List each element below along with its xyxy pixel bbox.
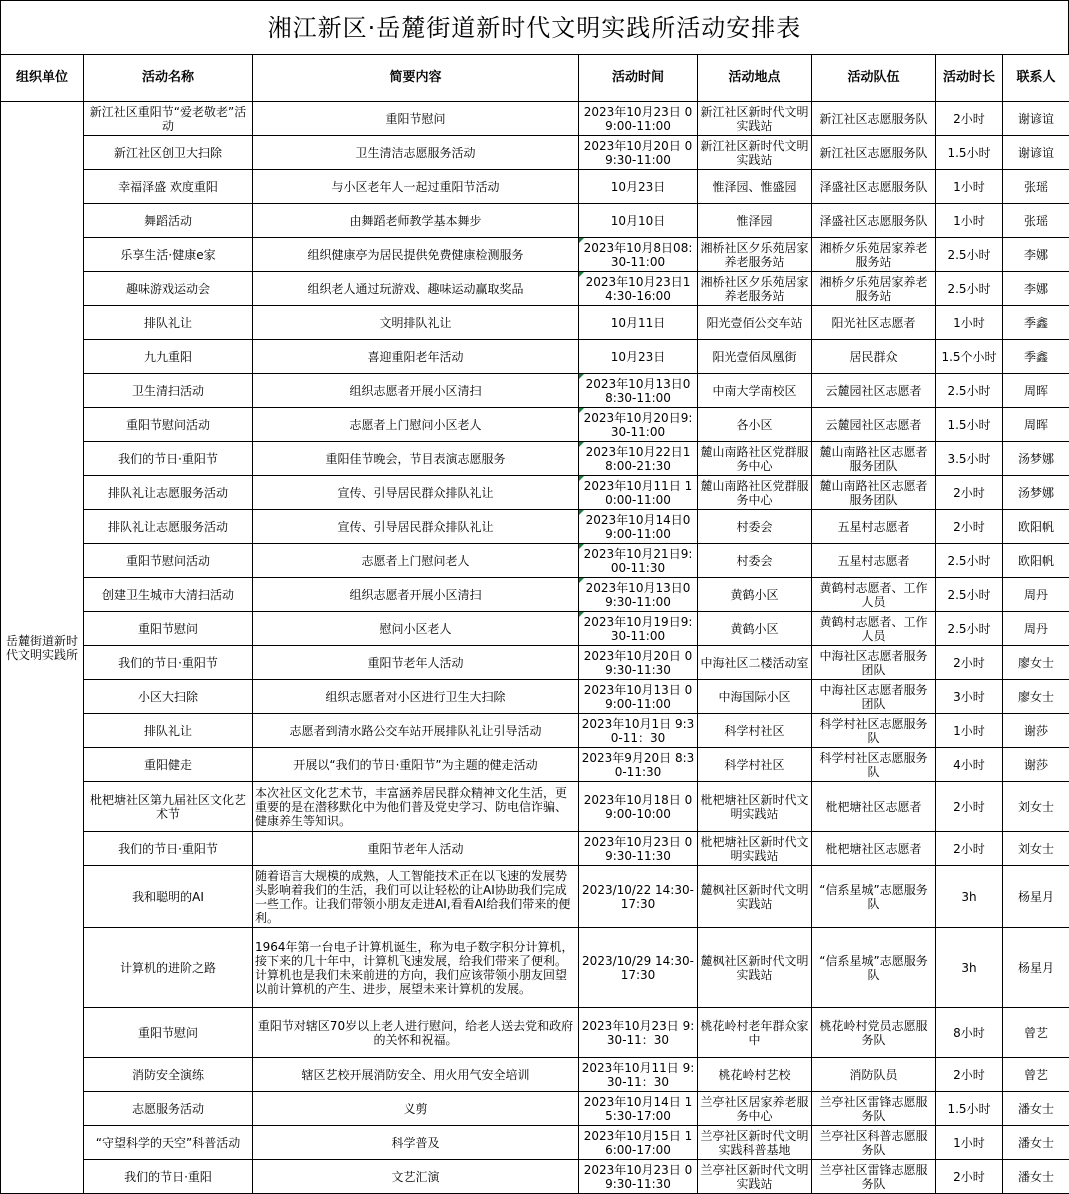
header-time: 活动时间 — [579, 55, 698, 102]
activity-time-cell: 10月23日 — [579, 340, 698, 374]
activity-duration-cell: 2小时 — [936, 510, 1003, 544]
activity-content-cell: 组织志愿者开展小区清扫 — [253, 374, 579, 408]
activity-name-cell: 我和聪明的AI — [84, 866, 253, 928]
activity-name-cell: 我们的节日·重阳节 — [84, 832, 253, 866]
activity-duration-cell: 2小时 — [936, 1058, 1003, 1092]
table-row — [1, 748, 1069, 782]
activity-contact-cell: 曾艺 — [1003, 1058, 1069, 1092]
activity-contact-cell: 刘女士 — [1003, 782, 1069, 832]
activity-contact-cell: 季鑫 — [1003, 306, 1069, 340]
activity-place-cell: 科学村社区 — [698, 748, 812, 782]
activity-place-cell: 兰亭社区居家养老服务中心 — [698, 1092, 812, 1126]
table-row — [1, 1008, 1069, 1058]
activity-duration-cell: 3.5小时 — [936, 442, 1003, 476]
table-row — [1, 170, 1069, 204]
activity-content-cell: 组织老人通过玩游戏、趣味运动赢取奖品 — [253, 272, 579, 306]
activity-time-cell: 2023年10月1日 9:30-11：30 — [579, 714, 698, 748]
table-row — [1, 1058, 1069, 1092]
activity-contact-cell: 潘女士 — [1003, 1126, 1069, 1160]
activity-name-cell: 重阳节慰问 — [84, 1008, 253, 1058]
activity-duration-cell: 2.5小时 — [936, 544, 1003, 578]
activity-time-cell: 2023年10月13日08:30-11:00 — [579, 374, 698, 408]
activity-team-cell: 科学村社区志愿服务队 — [812, 714, 936, 748]
activity-team-cell: 云麓园社区志愿者 — [812, 408, 936, 442]
activity-contact-cell: 张瑶 — [1003, 204, 1069, 238]
activity-content-cell: 宣传、引导居民群众排队礼让 — [253, 510, 579, 544]
activity-content-cell: 本次社区文化艺术节，丰富涵养居民群众精神文化生活，更重要的是在潜移默化中为他们普及党史学习、防电信诈骗、健康养生等知识。 — [253, 782, 579, 832]
table-row — [1, 306, 1069, 340]
activity-team-cell: 五星村志愿者 — [812, 544, 936, 578]
activity-content-cell: 重阳节老年人活动 — [253, 832, 579, 866]
activity-time-cell: 2023年10月22日18:00-21:30 — [579, 442, 698, 476]
table-row — [1, 476, 1069, 510]
activity-time-cell: 2023年10月8日08:30-11:00 — [579, 238, 698, 272]
activity-duration-cell: 2.5小时 — [936, 374, 1003, 408]
activity-team-cell: 五星村志愿者 — [812, 510, 936, 544]
activity-contact-cell: 周晖 — [1003, 374, 1069, 408]
activity-contact-cell: 周丹 — [1003, 612, 1069, 646]
activity-content-cell: 由舞蹈老师教学基本舞步 — [253, 204, 579, 238]
activity-time-cell: 2023/10/22 14:30-17:30 — [579, 866, 698, 928]
activity-duration-cell: 1小时 — [936, 170, 1003, 204]
activity-name-cell: 排队礼让志愿服务活动 — [84, 510, 253, 544]
activity-team-cell: 科学村社区志愿服务队 — [812, 748, 936, 782]
activity-place-cell: 黄鹤小区 — [698, 578, 812, 612]
activity-name-cell: 我们的节日·重阳节 — [84, 442, 253, 476]
activity-name-cell: 九九重阳 — [84, 340, 253, 374]
table-row — [1, 1092, 1069, 1126]
activity-content-cell: 重阳节慰问 — [253, 102, 579, 136]
activity-team-cell: 湘桥夕乐苑居家养老服务站 — [812, 238, 936, 272]
table-body — [1, 102, 1069, 1194]
activity-contact-cell: 张瑶 — [1003, 170, 1069, 204]
header-contact: 联系人 — [1003, 55, 1069, 102]
activity-duration-cell: 2.5小时 — [936, 612, 1003, 646]
activity-contact-cell: 谢莎 — [1003, 748, 1069, 782]
table-row — [1, 680, 1069, 714]
activity-content-cell: 志愿者上门慰问小区老人 — [253, 408, 579, 442]
activity-time-cell: 2023年10月21日9:00-11:30 — [579, 544, 698, 578]
table-row — [1, 866, 1069, 928]
activity-content-cell: 文艺汇演 — [253, 1160, 579, 1194]
activity-content-cell: 卫生清洁志愿服务活动 — [253, 136, 579, 170]
activity-team-cell: 黄鹤村志愿者、工作人员 — [812, 578, 936, 612]
activity-team-cell: 麓山南路社区志愿者服务团队 — [812, 476, 936, 510]
table-row — [1, 612, 1069, 646]
activity-duration-cell: 2小时 — [936, 102, 1003, 136]
activity-content-cell: 志愿者到清水路公交车站开展排队礼让引导活动 — [253, 714, 579, 748]
activity-duration-cell: 1.5小时 — [936, 1092, 1003, 1126]
activity-place-cell: 新江社区新时代文明实践站 — [698, 102, 812, 136]
table-row — [1, 238, 1069, 272]
table-row — [1, 646, 1069, 680]
activity-time-cell: 2023年10月18日 09:00-10:00 — [579, 782, 698, 832]
activity-contact-cell: 李娜 — [1003, 272, 1069, 306]
activity-time-cell: 2023年10月14日 15:30-17:00 — [579, 1092, 698, 1126]
table-row — [1, 102, 1069, 136]
activity-name-cell: 重阳节慰问活动 — [84, 408, 253, 442]
activity-duration-cell: 1小时 — [936, 1126, 1003, 1160]
activity-place-cell: 麓枫社区新时代文明实践站 — [698, 928, 812, 1008]
table-row — [1, 832, 1069, 866]
activity-contact-cell: 潘女士 — [1003, 1160, 1069, 1194]
activity-time-cell: 2023年10月15日 16:00-17:00 — [579, 1126, 698, 1160]
activity-name-cell: 重阳节慰问 — [84, 612, 253, 646]
activity-time-cell: 2023年10月20日 09:30-11:00 — [579, 136, 698, 170]
activity-place-cell: 黄鹤小区 — [698, 612, 812, 646]
header-org: 组织单位 — [1, 55, 84, 102]
activity-contact-cell: 杨星月 — [1003, 928, 1069, 1008]
table-row — [1, 544, 1069, 578]
activity-place-cell: 湘桥社区夕乐苑居家养老服务站 — [698, 272, 812, 306]
activity-duration-cell: 2.5小时 — [936, 238, 1003, 272]
sheet-title: 湘江新区·岳麓街道新时代文明实践所活动安排表 — [0, 0, 1069, 54]
activity-name-cell: 重阳健走 — [84, 748, 253, 782]
activity-contact-cell: 刘女士 — [1003, 832, 1069, 866]
activity-place-cell: 湘桥社区夕乐苑居家养老服务站 — [698, 238, 812, 272]
activity-duration-cell: 3h — [936, 866, 1003, 928]
header-duration: 活动时长 — [936, 55, 1003, 102]
activity-name-cell: 乐享生活·健康e家 — [84, 238, 253, 272]
table-row — [1, 578, 1069, 612]
activity-team-cell: 兰亭社区科普志愿服务队 — [812, 1126, 936, 1160]
activity-place-cell: 惟泽园 — [698, 204, 812, 238]
activity-content-cell: 辖区艺校开展消防安全、用火用气安全培训 — [253, 1058, 579, 1092]
table-row — [1, 1126, 1069, 1160]
activity-content-cell: 与小区老年人一起过重阳节活动 — [253, 170, 579, 204]
activity-name-cell: 舞蹈活动 — [84, 204, 253, 238]
activity-contact-cell: 杨星月 — [1003, 866, 1069, 928]
activity-time-cell: 2023年10月23日14:30-16:00 — [579, 272, 698, 306]
activity-place-cell: 阳光壹佰公交车站 — [698, 306, 812, 340]
activity-time-cell: 2023年10月23日 09:30-11:30 — [579, 1160, 698, 1194]
activity-duration-cell: 4小时 — [936, 748, 1003, 782]
activity-duration-cell: 1.5个小时 — [936, 340, 1003, 374]
activity-contact-cell: 李娜 — [1003, 238, 1069, 272]
activity-table — [0, 54, 1069, 1194]
activity-name-cell: 排队礼让 — [84, 714, 253, 748]
activity-team-cell: “信系星城”志愿服务队 — [812, 866, 936, 928]
activity-content-cell: 组织志愿者开展小区清扫 — [253, 578, 579, 612]
activity-contact-cell: 谢莎 — [1003, 714, 1069, 748]
activity-place-cell: 新江社区新时代文明实践站 — [698, 136, 812, 170]
activity-name-cell: 我们的节日·重阳 — [84, 1160, 253, 1194]
activity-team-cell: 中海社区志愿者服务团队 — [812, 680, 936, 714]
activity-content-cell: 开展以“我们的节日·重阳节”为主题的健走活动 — [253, 748, 579, 782]
activity-duration-cell: 3小时 — [936, 680, 1003, 714]
table-row — [1, 442, 1069, 476]
activity-team-cell: 枇杷塘社区志愿者 — [812, 782, 936, 832]
activity-team-cell: “信系星城”志愿服务队 — [812, 928, 936, 1008]
table-row — [1, 782, 1069, 832]
activity-content-cell: 志愿者上门慰问老人 — [253, 544, 579, 578]
activity-place-cell: 麓山南路社区党群服务中心 — [698, 476, 812, 510]
activity-team-cell: 泽盛社区志愿服务队 — [812, 204, 936, 238]
activity-team-cell: 兰亭社区雷锋志愿服务队 — [812, 1160, 936, 1194]
activity-contact-cell: 廖女士 — [1003, 646, 1069, 680]
activity-duration-cell: 1小时 — [936, 306, 1003, 340]
activity-time-cell: 2023年10月19日9:30-11:00 — [579, 612, 698, 646]
activity-name-cell: 我们的节日·重阳节 — [84, 646, 253, 680]
org-unit-cell: 岳麓街道新时代文明实践所 — [1, 102, 84, 1194]
activity-content-cell: 科学普及 — [253, 1126, 579, 1160]
activity-name-cell: 计算机的进阶之路 — [84, 928, 253, 1008]
activity-duration-cell: 3h — [936, 928, 1003, 1008]
activity-contact-cell: 欧阳帆 — [1003, 544, 1069, 578]
activity-contact-cell: 谢谚谊 — [1003, 102, 1069, 136]
activity-duration-cell: 8小时 — [936, 1008, 1003, 1058]
activity-place-cell: 各小区 — [698, 408, 812, 442]
activity-time-cell: 2023年10月20日 09:30-11:30 — [579, 646, 698, 680]
activity-contact-cell: 潘女士 — [1003, 1092, 1069, 1126]
activity-content-cell: 喜迎重阳老年活动 — [253, 340, 579, 374]
activity-contact-cell: 欧阳帆 — [1003, 510, 1069, 544]
activity-place-cell: 村委会 — [698, 544, 812, 578]
activity-time-cell: 2023年10月11日 9:30-11：30 — [579, 1058, 698, 1092]
activity-contact-cell: 周丹 — [1003, 578, 1069, 612]
activity-place-cell: 麓山南路社区党群服务中心 — [698, 442, 812, 476]
activity-content-cell: 宣传、引导居民群众排队礼让 — [253, 476, 579, 510]
activity-name-cell: 枇杷塘社区第九届社区文化艺术节 — [84, 782, 253, 832]
activity-contact-cell: 廖女士 — [1003, 680, 1069, 714]
activity-place-cell: 中海国际小区 — [698, 680, 812, 714]
activity-duration-cell: 2.5小时 — [936, 578, 1003, 612]
activity-team-cell: 枇杷塘社区志愿者 — [812, 832, 936, 866]
table-row — [1, 340, 1069, 374]
activity-time-cell: 2023年9月20日 8:30-11:30 — [579, 748, 698, 782]
header-row — [1, 55, 1069, 102]
activity-team-cell: 阳光社区志愿者 — [812, 306, 936, 340]
table-row — [1, 374, 1069, 408]
table-row — [1, 714, 1069, 748]
activity-time-cell: 2023年10月14日09:00-11:00 — [579, 510, 698, 544]
activity-place-cell: 桃花岭村老年群众家中 — [698, 1008, 812, 1058]
activity-duration-cell: 1.5小时 — [936, 408, 1003, 442]
activity-duration-cell: 1.5小时 — [936, 136, 1003, 170]
activity-contact-cell: 汤梦娜 — [1003, 442, 1069, 476]
activity-duration-cell: 1小时 — [936, 204, 1003, 238]
activity-name-cell: 志愿服务活动 — [84, 1092, 253, 1126]
activity-name-cell: 幸福泽盛 欢度重阳 — [84, 170, 253, 204]
table-row — [1, 136, 1069, 170]
activity-time-cell: 2023年10月13日 09:00-11:00 — [579, 680, 698, 714]
activity-contact-cell: 谢谚谊 — [1003, 136, 1069, 170]
activity-duration-cell: 2小时 — [936, 1160, 1003, 1194]
activity-time-cell: 2023年10月11日 10:00-11:00 — [579, 476, 698, 510]
activity-time-cell: 2023年10月23日 9:30-11：30 — [579, 1008, 698, 1058]
activity-place-cell: 中海社区二楼活动室 — [698, 646, 812, 680]
activity-time-cell: 2023年10月23日 09:00-11:00 — [579, 102, 698, 136]
activity-name-cell: 重阳节慰问活动 — [84, 544, 253, 578]
activity-contact-cell: 季鑫 — [1003, 340, 1069, 374]
activity-place-cell: 阳光壹佰凤凰街 — [698, 340, 812, 374]
table-row — [1, 272, 1069, 306]
activity-content-cell: 慰问小区老人 — [253, 612, 579, 646]
activity-place-cell: 惟泽园、惟盛园 — [698, 170, 812, 204]
activity-name-cell: “守望科学的天空”科普活动 — [84, 1126, 253, 1160]
activity-name-cell: 小区大扫除 — [84, 680, 253, 714]
activity-content-cell: 义剪 — [253, 1092, 579, 1126]
activity-place-cell: 中南大学南校区 — [698, 374, 812, 408]
activity-time-cell: 10月10日 — [579, 204, 698, 238]
table-row — [1, 510, 1069, 544]
activity-content-cell: 组织志愿者对小区进行卫生大扫除 — [253, 680, 579, 714]
activity-place-cell: 桃花岭村艺校 — [698, 1058, 812, 1092]
activity-time-cell: 2023年10月20日9:30-11:00 — [579, 408, 698, 442]
activity-name-cell: 排队礼让志愿服务活动 — [84, 476, 253, 510]
activity-team-cell: 泽盛社区志愿服务队 — [812, 170, 936, 204]
activity-place-cell: 村委会 — [698, 510, 812, 544]
activity-contact-cell: 曾艺 — [1003, 1008, 1069, 1058]
activity-team-cell: 兰亭社区雷锋志愿服务队 — [812, 1092, 936, 1126]
activity-content-cell: 重阳节老年人活动 — [253, 646, 579, 680]
activity-name-cell: 新江社区重阳节“爱老敬老”活动 — [84, 102, 253, 136]
activity-team-cell: 桃花岭村党员志愿服务队 — [812, 1008, 936, 1058]
activity-content-cell: 随着语言大规模的成熟，人工智能技术正在以飞速的发展势头影响着我们的生活，我们可以让轻松的让AI协助我们完成一些工作。让我们带领小朋友走进AI,看看AI给我们带来的便利。 — [253, 866, 579, 928]
activity-name-cell: 排队礼让 — [84, 306, 253, 340]
activity-team-cell: 黄鹤村志愿者、工作人员 — [812, 612, 936, 646]
activity-duration-cell: 2小时 — [936, 832, 1003, 866]
activity-name-cell: 卫生清扫活动 — [84, 374, 253, 408]
activity-content-cell: 重阳佳节晚会，节目表演志愿服务 — [253, 442, 579, 476]
activity-name-cell: 消防安全演练 — [84, 1058, 253, 1092]
activity-team-cell: 中海社区志愿者服务团队 — [812, 646, 936, 680]
activity-content-cell: 组织健康亭为居民提供免费健康检测服务 — [253, 238, 579, 272]
activity-time-cell: 2023/10/29 14:30-17:30 — [579, 928, 698, 1008]
activity-team-cell: 麓山南路社区志愿者服务团队 — [812, 442, 936, 476]
activity-place-cell: 枇杷塘社区新时代文明实践站 — [698, 832, 812, 866]
header-name: 活动名称 — [84, 55, 253, 102]
activity-time-cell: 2023年10月23日 09:30-11:30 — [579, 832, 698, 866]
activity-duration-cell: 2小时 — [936, 782, 1003, 832]
activity-time-cell: 2023年10月13日09:30-11:00 — [579, 578, 698, 612]
activity-team-cell: 湘桥夕乐苑居家养老服务站 — [812, 272, 936, 306]
activity-place-cell: 兰亭社区新时代文明实践科普基地 — [698, 1126, 812, 1160]
activity-place-cell: 兰亭社区新时代文明实践站 — [698, 1160, 812, 1194]
activity-place-cell: 麓枫社区新时代文明实践站 — [698, 866, 812, 928]
activity-content-cell: 重阳节对辖区70岁以上老人进行慰问，给老人送去党和政府的关怀和祝福。 — [253, 1008, 579, 1058]
activity-duration-cell: 1小时 — [936, 714, 1003, 748]
activity-team-cell: 新江社区志愿服务队 — [812, 136, 936, 170]
activity-place-cell: 科学村社区 — [698, 714, 812, 748]
activity-team-cell: 居民群众 — [812, 340, 936, 374]
activity-team-cell: 云麓园社区志愿者 — [812, 374, 936, 408]
activity-name-cell: 新江社区创卫大扫除 — [84, 136, 253, 170]
table-row — [1, 204, 1069, 238]
activity-duration-cell: 2小时 — [936, 476, 1003, 510]
activity-duration-cell: 2.5小时 — [936, 272, 1003, 306]
activity-place-cell: 枇杷塘社区新时代文明实践站 — [698, 782, 812, 832]
activity-content-cell: 文明排队礼让 — [253, 306, 579, 340]
table-row — [1, 928, 1069, 1008]
header-place: 活动地点 — [698, 55, 812, 102]
activity-name-cell: 趣味游戏运动会 — [84, 272, 253, 306]
activity-duration-cell: 2小时 — [936, 646, 1003, 680]
activity-time-cell: 10月11日 — [579, 306, 698, 340]
activity-team-cell: 消防队员 — [812, 1058, 936, 1092]
activity-team-cell: 新江社区志愿服务队 — [812, 102, 936, 136]
activity-content-cell: 1964年第一台电子计算机诞生，称为电子数字积分计算机，接下来的几十年中，计算机飞速发展，给我们带来了便利。计算机也是我们未来前进的方向，我们应该带领小朋友回望以前计算机的产生、进步，展望未来计算机的发展。 — [253, 928, 579, 1008]
activity-contact-cell: 周晖 — [1003, 408, 1069, 442]
table-row — [1, 408, 1069, 442]
activity-time-cell: 10月23日 — [579, 170, 698, 204]
header-content: 简要内容 — [253, 55, 579, 102]
activity-name-cell: 创建卫生城市大清扫活动 — [84, 578, 253, 612]
table-row — [1, 1160, 1069, 1194]
activity-contact-cell: 汤梦娜 — [1003, 476, 1069, 510]
header-team: 活动队伍 — [812, 55, 936, 102]
